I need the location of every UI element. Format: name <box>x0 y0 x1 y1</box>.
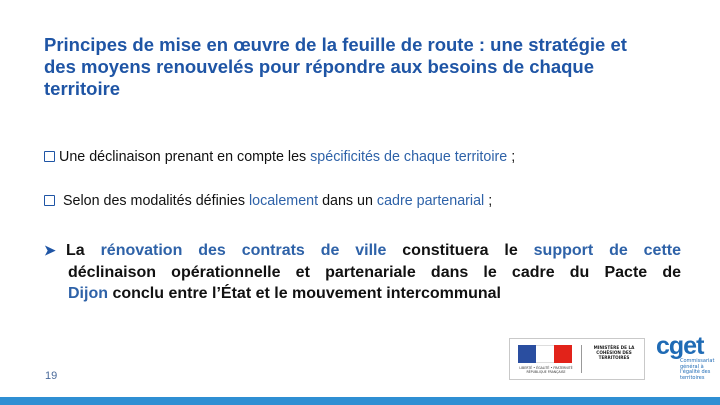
cget-subtitle: Commissariat général à l'égalité des territoires <box>680 358 715 381</box>
bullet-text: dans un <box>318 193 377 209</box>
paragraph-text: constituera le <box>402 242 518 259</box>
paragraph-accent-text: rénovation des contrats de ville <box>100 242 387 259</box>
paragraph-line-3 <box>44 283 681 305</box>
paragraph-line-2: déclinaison opérationnelle et partenariale dans le cadre du Pacte de <box>68 263 681 281</box>
marianne-flag-icon <box>518 345 572 363</box>
cget-logo <box>656 332 715 381</box>
logo-divider <box>581 345 582 373</box>
bullet-accent-text: cadre partenarial <box>376 193 485 209</box>
ministry-name: MINISTÈRE DE LA COHÉSION DES TERRITOIRES <box>593 345 635 360</box>
bullet-specificites <box>44 149 515 165</box>
government-logo <box>509 338 645 380</box>
page-number: 19 <box>45 370 58 382</box>
slide-title: Principes de mise en œuvre de la feuille de route : une stratégie et des moyens renouvelés pour répondre aux besoins de chaque territoire <box>44 34 627 99</box>
republic-motto: LIBERTÉ • ÉGALITÉ • FRATERNITÉ RÉPUBLIQUE FRANÇAISE <box>519 366 573 374</box>
bullet-end-text: ; <box>484 193 493 209</box>
arrow-bullet-icon: ➤ <box>44 242 56 258</box>
bullet-text: Une déclinaison prenant en compte les <box>59 149 311 165</box>
paragraph-text: conclu entre l’État et le mouvement intercommunal <box>108 285 501 302</box>
bullet-modalites <box>44 193 492 209</box>
checkbox-bullet-icon <box>44 151 55 162</box>
checkbox-bullet-icon <box>44 195 55 206</box>
main-paragraph <box>44 240 681 305</box>
paragraph-accent-text: support de cette <box>533 242 681 259</box>
bottom-accent-bar <box>0 397 720 405</box>
paragraph-word: La <box>66 242 85 259</box>
bullet-text: Selon des modalités définies <box>59 193 249 209</box>
bullet-accent-text: spécificités de chaque territoire <box>310 149 508 165</box>
bullet-end-text: ; <box>507 149 516 165</box>
paragraph-line-1 <box>44 240 681 262</box>
paragraph-accent-text: Dijon <box>68 285 108 302</box>
cget-wordmark: cget <box>656 332 704 360</box>
bullet-accent-text: localement <box>248 193 319 209</box>
